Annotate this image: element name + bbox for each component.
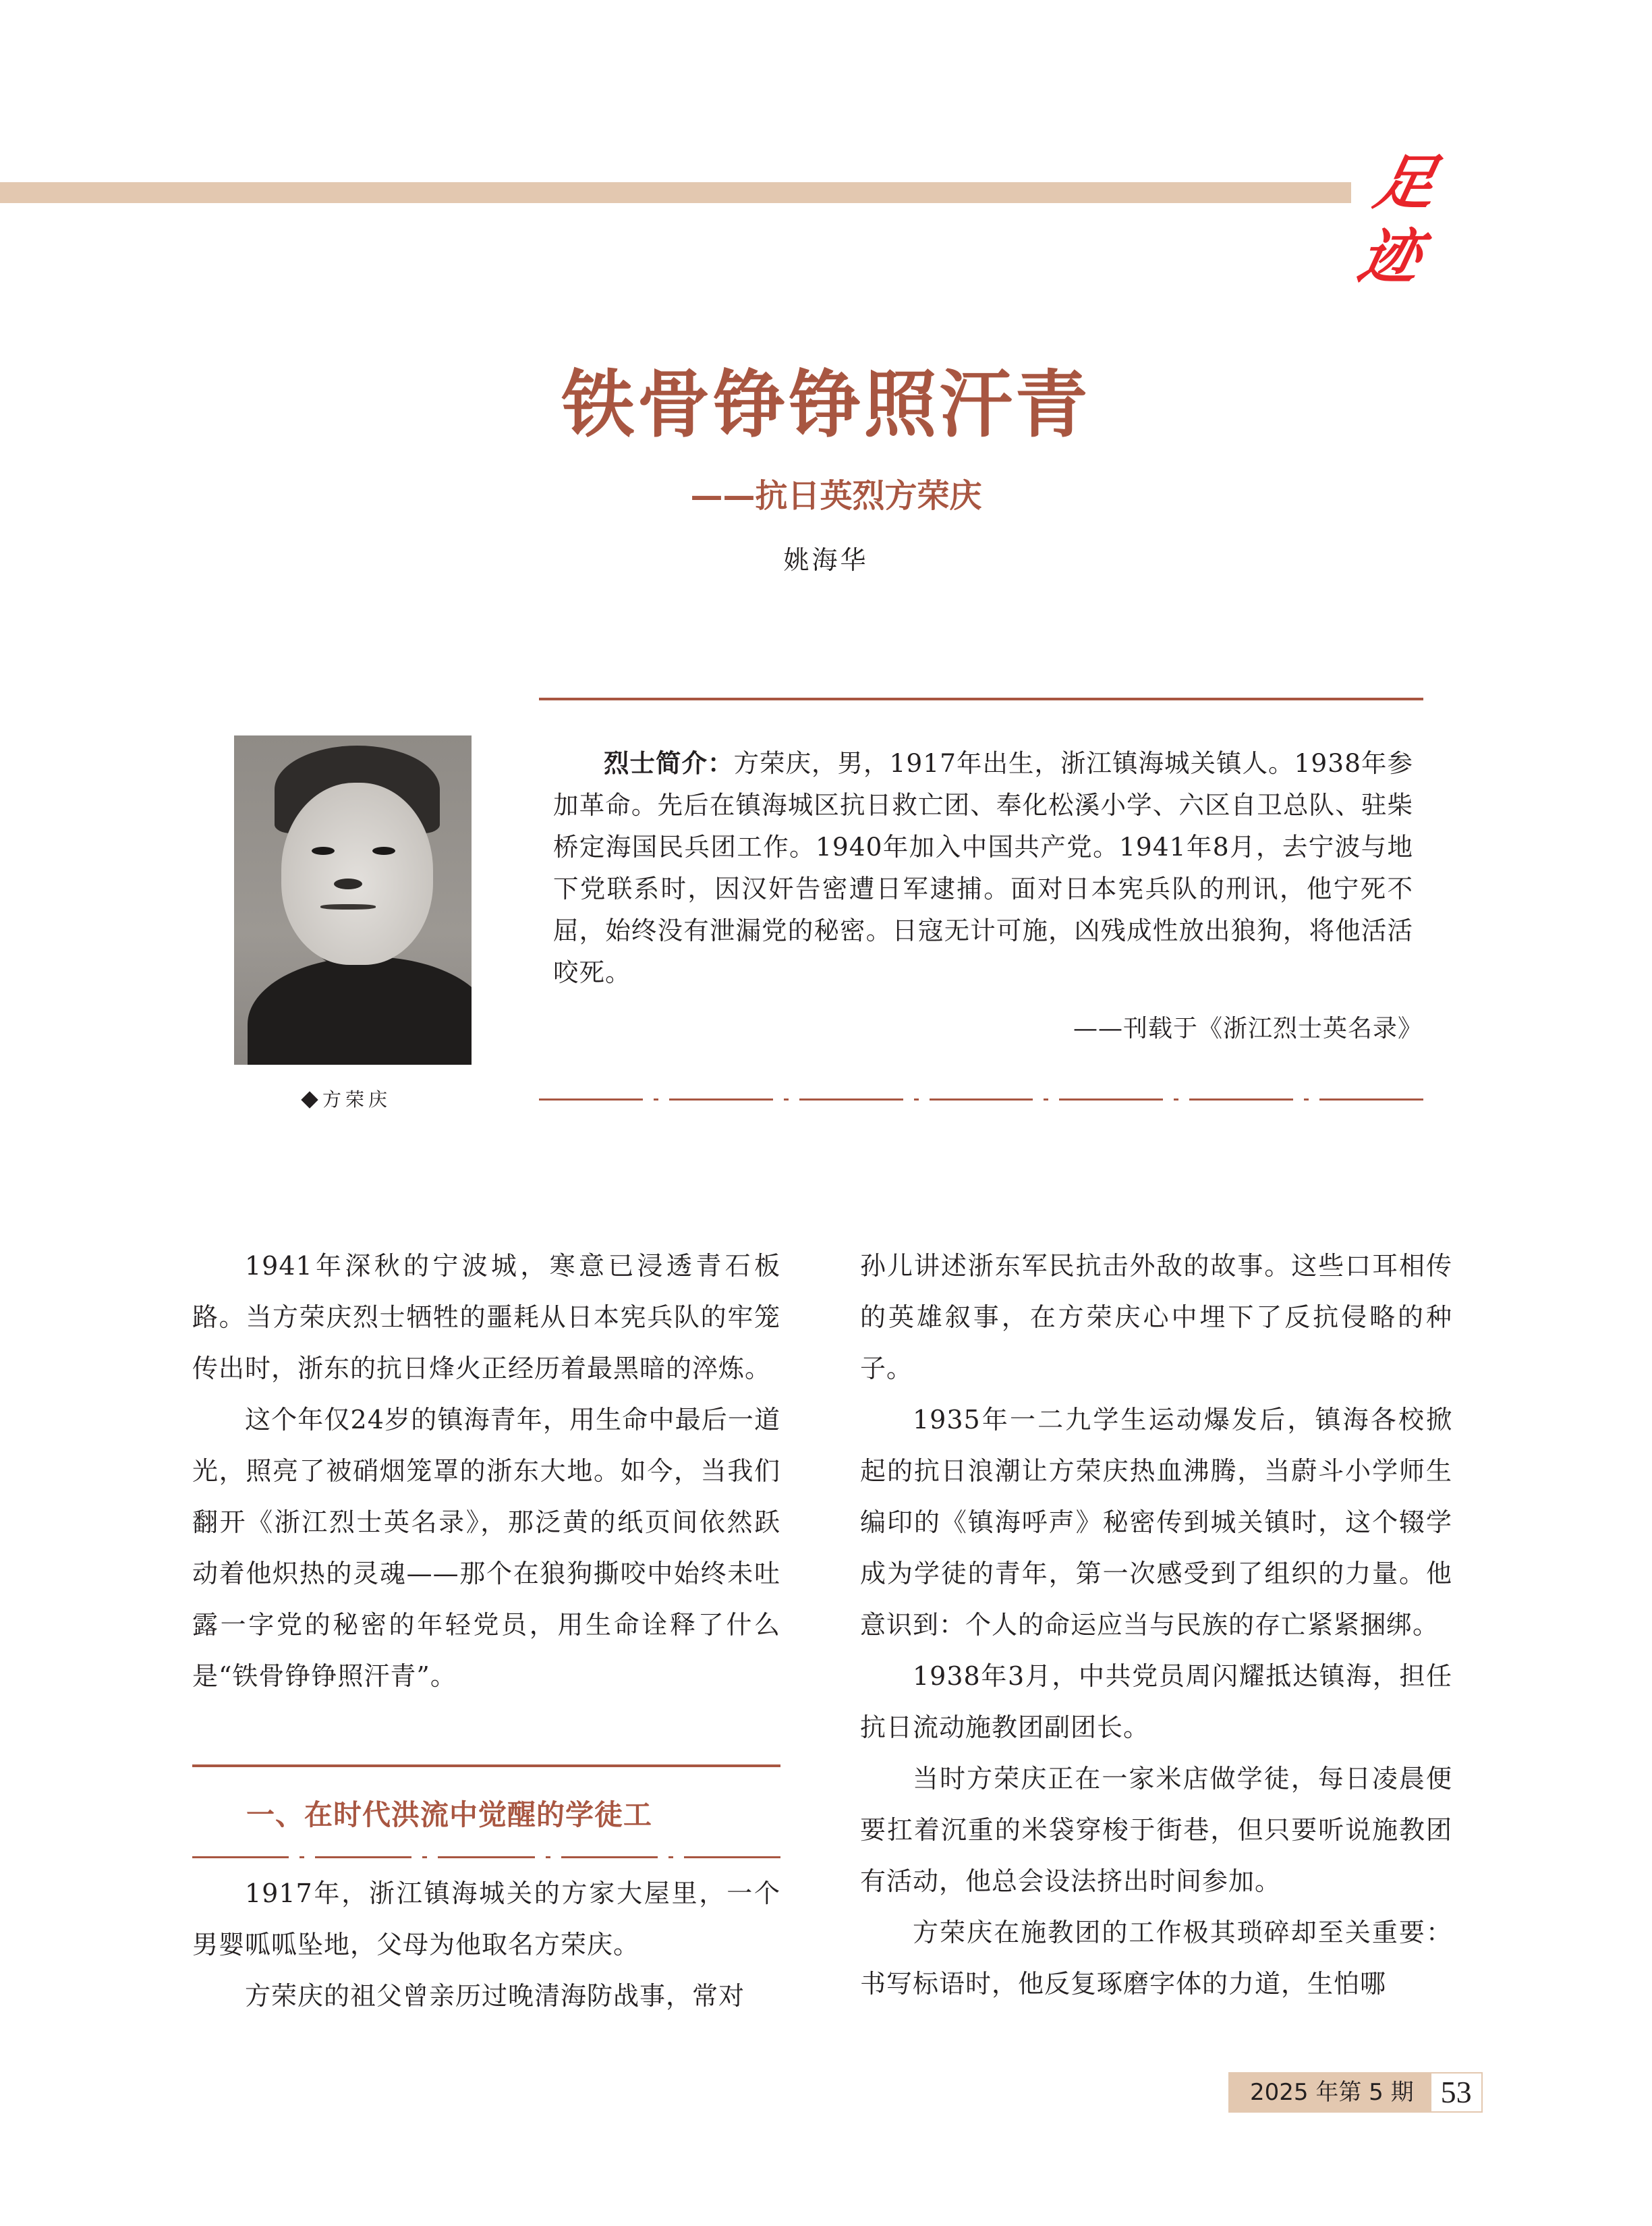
portrait-nose: [334, 879, 362, 889]
paragraph: 方荣庆在施教团的工作极其琐碎却至关重要：书写标语时，他反复琢磨字体的力道，生怕哪: [860, 1918, 1452, 1999]
photo-caption-text: 方荣庆: [322, 1088, 392, 1111]
portrait-eye-left: [312, 847, 335, 855]
issue-label: 2025 年第 5 期: [1230, 2074, 1431, 2111]
section-heading: 一、在时代洪流中觉醒的学徒工: [246, 1798, 653, 1831]
bio-lead: 烈士简介：: [604, 748, 734, 778]
portrait-photo: [234, 735, 472, 1065]
paragraph: 方荣庆的祖父曾亲历过晚清海防战事，常对: [245, 1981, 745, 2011]
paragraph: 当时方荣庆正在一家米店做学徒，每日凌晨便要扛着沉重的米袋穿梭于街巷，但只要听说施教团有活动，他总会设法挤出时间参加。: [860, 1764, 1452, 1896]
section-top-rule: [192, 1764, 780, 1767]
article-title: 铁骨铮铮照汗青: [561, 362, 1091, 447]
diamond-bullet-icon: [301, 1091, 318, 1108]
portrait-eye-right: [372, 847, 395, 855]
bio-bottom-rule: [539, 1098, 1423, 1101]
magazine-logo: 足迹: [1352, 147, 1438, 291]
article-author: 姚海华: [783, 545, 869, 575]
portrait-body: [248, 957, 472, 1065]
paragraph: 1941年深秋的宁波城，寒意已浸透青石板路。当方荣庆烈士牺牲的噩耗从日本宪兵队的牢笼传出时，浙东的抗日烽火正经历着最黑暗的淬炼。: [192, 1251, 780, 1383]
page-footer: [1228, 2072, 1483, 2113]
paragraph: 这个年仅24岁的镇海青年，用生命中最后一道光，照亮了被硝烟笼罩的浙东大地。如今，当我们翻开《浙江烈士英名录》，那泛黄的纸页间依然跃动着他炽热的灵魂——那个在狼狗撕咬中始终未吐露一字党的秘密的年轻党员，用生命诠释了什么是“铁骨铮铮照汗青”。: [192, 1405, 780, 1691]
header-band: [0, 182, 1351, 203]
bio-source: ——刊载于《浙江烈士英名录》: [1073, 1015, 1423, 1042]
portrait-face: [281, 783, 433, 965]
paragraph: 孙儿讲述浙东军民抗击外敌的故事。这些口耳相传的英雄叙事，在方荣庆心中埋下了反抗侵略的种子。: [860, 1251, 1452, 1383]
paragraph: 1938年3月，中共党员周闪耀抵达镇海，担任抗日流动施教团副团长。: [860, 1661, 1452, 1742]
page-number: 53: [1431, 2074, 1481, 2111]
paragraph: 1935年一二九学生运动爆发后，镇海各校掀起的抗日浪潮让方荣庆热血沸腾，当蔚斗小学师生编印的《镇海呼声》秘密传到城关镇时，这个辍学成为学徒的青年，第一次感受到了组织的力量。他意识到：个人的命运应当与民族的存亡紧紧捆绑。: [860, 1405, 1452, 1640]
left-column-intro: [192, 1240, 780, 1702]
photo-caption: [304, 1085, 391, 1112]
bio-top-rule: [539, 698, 1423, 700]
paragraph: 1917年，浙江镇海城关的方家大屋里，一个男婴呱呱坠地，父母为他取名方荣庆。: [192, 1879, 780, 1959]
right-column: [860, 1240, 1452, 2009]
martyr-bio: [553, 742, 1413, 993]
left-column-section: [192, 1868, 780, 2022]
bio-text: 方荣庆，男，1917年出生，浙江镇海城关镇人。1938年参加革命。先后在镇海城区抗日救亡团、奉化松溪小学、六区自卫总队、驻柴桥定海国民兵团工作。1940年加入中国共产党。1941年8月，去宁波与地下党联系时，因汉奸告密遭日军逮捕。面对日本宪兵队的刑讯，他宁死不屈，始终没有泄漏党的秘密。日寇无计可施，凶残成性放出狼狗，将他活活咬死。: [553, 748, 1414, 987]
article-subtitle: ——抗日英烈方荣庆: [690, 477, 982, 515]
portrait-mouth: [320, 904, 376, 910]
section-bottom-rule: [192, 1856, 780, 1858]
